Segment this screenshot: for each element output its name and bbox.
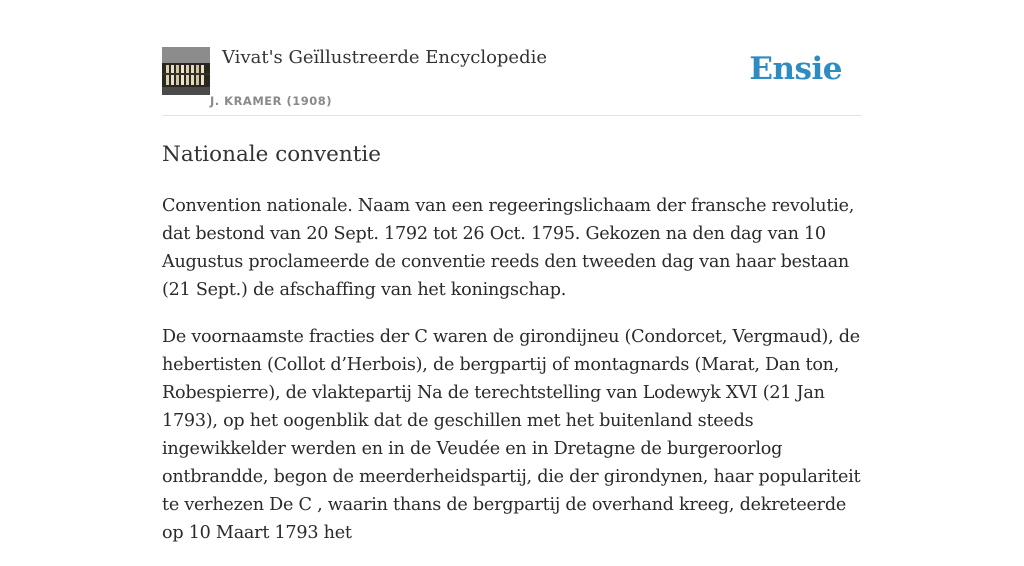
source-header xyxy=(162,0,862,116)
source-author: J. KRAMER (1908) xyxy=(210,94,332,108)
article-body xyxy=(162,192,862,566)
article-page xyxy=(162,0,862,543)
source-avatar[interactable] xyxy=(162,47,210,95)
article-paragraph: De voornaamste fracties der C waren de girondijneu (Condorcet, Vergmaud), de hebertisten (Collot d’Herbois), de bergpartij of montagnards (Marat, Dan ton, Robespierre), de vlaktepartij Na de terechtstelling van Lodewyk XVI (21 Jan 1793), op het oogenblik dat de geschillen met het buitenland steeds ingewikkelder werden en in de Veudée en in Dretagne de burgeroorlog ontbrandde, begon de meerderheidspartij, die der girondynen, haar populariteit te verhezen De C , waarin thans de bergpartij de overhand kreeg, dekreteerde op 10 Maart 1793 het xyxy=(162,327,861,543)
ensie-logo[interactable]: Ensie xyxy=(749,51,842,87)
article-paragraph: Convention nationale. Naam van een regeeringslichaam der fransche revolutie, dat bestond van 20 Sept. 1792 tot 26 Oct. 1795. Gekozen na den dag van 10 Augustus proclameerde de conventie reeds den tweeden dag van haar bestaan (21 Sept.) de afschaffing van het koningschap. xyxy=(162,196,855,300)
book-spines-icon xyxy=(162,47,210,95)
source-title[interactable]: Vivat's Geïllustreerde Encyclopedie xyxy=(222,47,548,68)
article-title: Nationale conventie xyxy=(162,142,381,167)
